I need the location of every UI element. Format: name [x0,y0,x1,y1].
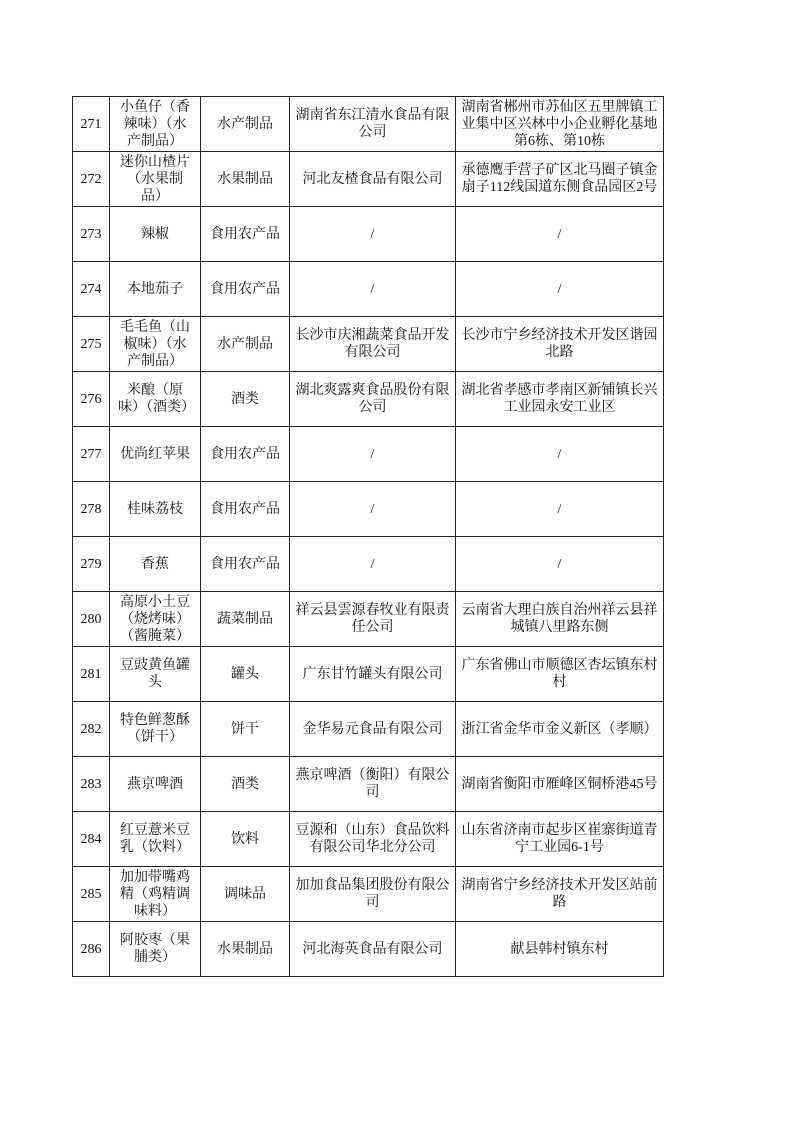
manufacturer-address: / [456,537,664,592]
manufacturer-name: / [290,427,456,482]
table-row [73,97,664,152]
table-row [73,482,664,537]
product-name: 燕京啤酒 [110,757,201,812]
product-name: 加加带嘴鸡精（鸡精调味料） [110,867,201,922]
manufacturer-name: / [290,537,456,592]
product-name: 桂味荔枝 [110,482,201,537]
row-number: 281 [73,647,110,702]
manufacturer-name: 燕京啤酒（衡阳）有限公司 [290,757,456,812]
product-category: 食用农产品 [201,207,290,262]
product-category: 水产制品 [201,317,290,372]
row-number: 283 [73,757,110,812]
manufacturer-address: 山东省济南市起步区崔寨街道青宁工业园6-1号 [456,812,664,867]
product-category: 食用农产品 [201,482,290,537]
manufacturer-name: / [290,262,456,317]
product-name: 本地茄子 [110,262,201,317]
table-row [73,922,664,977]
manufacturer-name: 豆源和（山东）食品饮料有限公司华北分公司 [290,812,456,867]
manufacturer-address: 湖南省衡阳市雁峰区铜桥港45号 [456,757,664,812]
table-row [73,647,664,702]
manufacturer-address: / [456,427,664,482]
manufacturer-address: 长沙市宁乡经济技术开发区谐园北路 [456,317,664,372]
row-number: 279 [73,537,110,592]
table-row [73,702,664,757]
product-category: 饼干 [201,702,290,757]
row-number: 282 [73,702,110,757]
product-name: 香蕉 [110,537,201,592]
manufacturer-address: 湖南省宁乡经济技术开发区站前路 [456,867,664,922]
manufacturer-address: 献县韩村镇东村 [456,922,664,977]
row-number: 278 [73,482,110,537]
manufacturer-address: / [456,207,664,262]
product-category: 酒类 [201,372,290,427]
table-row [73,152,664,207]
manufacturer-address: 广东省佛山市顺德区杏坛镇东村村 [456,647,664,702]
row-number: 272 [73,152,110,207]
product-name: 米酿（原味）（酒类） [110,372,201,427]
table-row [73,207,664,262]
product-category: 水果制品 [201,152,290,207]
table-row [73,317,664,372]
manufacturer-name: 湖北爽露爽食品股份有限公司 [290,372,456,427]
manufacturer-address: / [456,262,664,317]
product-category: 酒类 [201,757,290,812]
manufacturer-address: 湖北省孝感市孝南区新铺镇长兴工业园永安工业区 [456,372,664,427]
table-row [73,537,664,592]
manufacturer-name: 金华易元食品有限公司 [290,702,456,757]
product-category: 调味品 [201,867,290,922]
table-body [73,97,664,977]
table-row [73,372,664,427]
product-name: 阿胶枣（果脯类） [110,922,201,977]
product-category: 食用农产品 [201,262,290,317]
product-name: 优尚红苹果 [110,427,201,482]
product-category: 水果制品 [201,922,290,977]
manufacturer-address: / [456,482,664,537]
manufacturer-name: 河北友楂食品有限公司 [290,152,456,207]
manufacturer-name: / [290,482,456,537]
row-number: 284 [73,812,110,867]
product-name: 豆豉黄鱼罐头 [110,647,201,702]
manufacturer-name: 加加食品集团股份有限公司 [290,867,456,922]
product-name: 迷你山楂片（水果制品） [110,152,201,207]
product-name: 小鱼仔（香辣味）（水产制品） [110,97,201,152]
manufacturer-name: 祥云县雲源春牧业有限责任公司 [290,592,456,647]
product-category: 食用农产品 [201,537,290,592]
table-row [73,867,664,922]
manufacturer-address: 浙江省金华市金义新区（孝顺） [456,702,664,757]
product-category: 食用农产品 [201,427,290,482]
product-category: 罐头 [201,647,290,702]
row-number: 274 [73,262,110,317]
product-name: 辣椒 [110,207,201,262]
product-category: 饮料 [201,812,290,867]
row-number: 285 [73,867,110,922]
table-row [73,262,664,317]
food-inspection-table [72,96,664,977]
manufacturer-address: 云南省大理白族自治州祥云县祥城镇八里路东侧 [456,592,664,647]
row-number: 273 [73,207,110,262]
table-row [73,812,664,867]
product-category: 蔬菜制品 [201,592,290,647]
table-row [73,427,664,482]
manufacturer-address: 承德鹰手营子矿区北马圈子镇金扇子112线国道东侧食品园区2号 [456,152,664,207]
manufacturer-name: 湖南省东江清水食品有限公司 [290,97,456,152]
product-name: 特色鲜葱酥（饼干） [110,702,201,757]
table-row [73,757,664,812]
row-number: 271 [73,97,110,152]
manufacturer-name: 河北海英食品有限公司 [290,922,456,977]
row-number: 276 [73,372,110,427]
product-name: 红豆薏米豆乳（饮料） [110,812,201,867]
product-name: 毛毛鱼（山椒味）（水产制品） [110,317,201,372]
table-row [73,592,664,647]
manufacturer-name: 广东甘竹罐头有限公司 [290,647,456,702]
row-number: 280 [73,592,110,647]
row-number: 286 [73,922,110,977]
product-name: 高原小土豆（烧烤味）（酱腌菜） [110,592,201,647]
manufacturer-name: 长沙市庆湘蔬菜食品开发有限公司 [290,317,456,372]
product-category: 水产制品 [201,97,290,152]
manufacturer-address: 湖南省郴州市苏仙区五里牌镇工业集中区兴林中小企业孵化基地第6栋、第10栋 [456,97,664,152]
row-number: 275 [73,317,110,372]
row-number: 277 [73,427,110,482]
manufacturer-name: / [290,207,456,262]
